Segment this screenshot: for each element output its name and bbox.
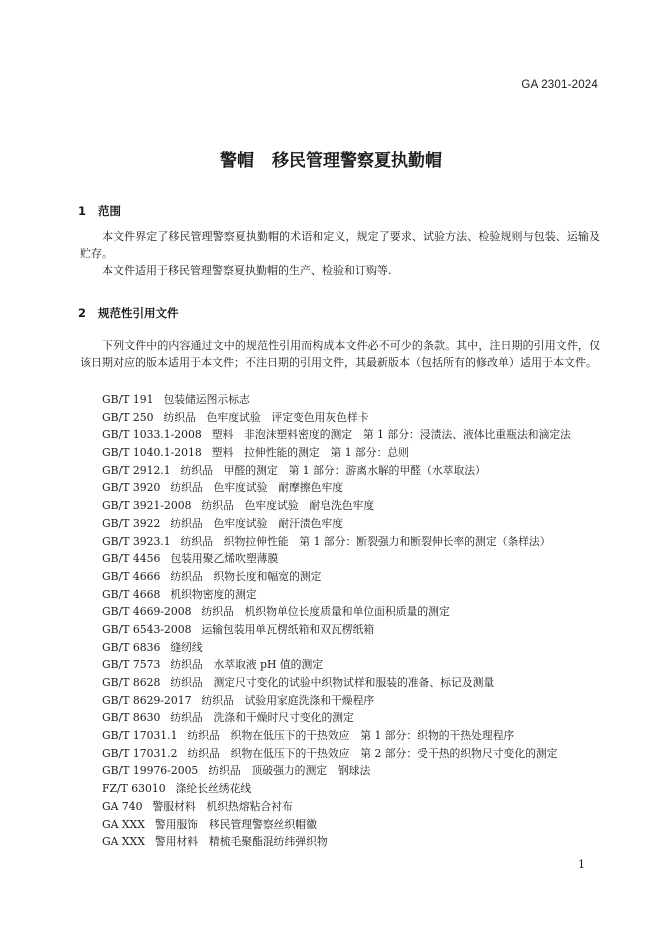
reference-item [102,391,571,409]
reference-item [102,462,571,480]
reference-title: 运输包装用单瓦楞纸箱和双瓦楞纸箱 [201,622,375,636]
reference-item [102,833,571,851]
reference-item [102,816,571,834]
reference-item [102,674,571,692]
reference-code: GA XXX [102,817,145,831]
reference-item [102,603,571,621]
page-number: 1 [578,858,585,871]
reference-code: FZ/T 63010 [102,782,166,796]
reference-item [102,727,571,745]
reference-title: 警用材料 精梳毛聚酯混纺纬弹织物 [154,835,328,849]
reference-title: 警服材料 机织热熔粘合衬布 [152,799,293,813]
reference-title: 机织物密度的测定 [170,587,257,601]
reference-title: 塑料 非泡沫塑料密度的测定 第 1 部分：浸渍法、液体比重瓶法和滴定法 [211,428,571,442]
reference-code: GB/T 250 [102,410,154,424]
reference-title: 纺织品 测定尺寸变化的试验中织物试样和服装的准备、标记及测量 [170,676,495,689]
reference-code: GB/T 8629-2017 [102,693,192,707]
reference-code: GB/T 4456 [102,552,161,566]
reference-item [102,586,571,604]
reference-item [102,709,571,727]
reference-item [102,798,571,816]
section-1-title: 范围 [98,204,121,218]
section-1-heading [78,203,121,219]
section-1-number: 1 [78,204,87,218]
reference-title: 包装用聚乙烯吹塑薄膜 [170,552,279,566]
scope-paragraph-2: 本文件适用于移民管理警察夏执勤帽的生产、检验和订购等. [102,264,392,277]
section-2-title: 规范性引用文件 [98,306,179,320]
reference-title: 纺织品 洗涤和干燥时尺寸变化的测定 [170,711,354,725]
reference-code: GB/T 4666 [102,569,161,583]
reference-code: GA XXX [102,835,145,849]
reference-item [102,426,571,444]
reference-title: 涤纶长丝绣花线 [175,782,252,796]
references-intro: 下列文件中的内容通过文中的规范性引用而构成本文件必不可少的条款。其中，注日期的引用文件，仅该日期对应的版本适用于本文件；不注日期的引用文件，其最新版本（包括所有的修改单）适用于本文件。 [80,339,600,369]
reference-code: GB/T 6836 [102,640,161,654]
reference-code: GB/T 2912.1 [102,463,171,477]
reference-code: GB/T 3921-2008 [102,499,192,513]
reference-title: 纺织品 织物长度和幅宽的测定 [170,569,322,583]
title-main: 警帽 [220,151,254,171]
reference-item [102,639,571,657]
reference-title: 纺织品 织物在低压下的干热效应 第 2 部分：受干热的织物尺寸变化的测定 [187,746,558,760]
reference-code: GB/T 8630 [102,711,161,725]
reference-code: GB/T 191 [102,393,154,406]
reference-title: 纺织品 机织物单位长度质量和单位面积质量的测定 [201,605,450,619]
reference-code: GB/T 1033.1-2008 [102,428,202,442]
reference-code: GB/T 7573 [102,658,161,672]
reference-item [102,762,571,780]
reference-title: 纺织品 顶破强力的测定 钢球法 [208,764,371,778]
reference-title: 缝纫线 [170,640,203,654]
reference-item [102,621,571,639]
reference-item [102,745,571,763]
scope-paragraph-1: 本文件界定了移民管理警察夏执勤帽的术语和定义，规定了要求、试验方法、检验规则与包装、运输及贮存。 [80,230,600,260]
reference-code: GB/T 4669-2008 [102,605,192,619]
section-2-number: 2 [78,306,87,320]
reference-item [102,444,571,462]
reference-title: 纺织品 织物在低压下的干热效应 第 1 部分：织物的干热处理程序 [187,729,515,743]
reference-code: GB/T 19976-2005 [102,764,199,778]
section-2-heading [78,305,179,321]
reference-title: 警用服饰 移民管理警察丝织帽徽 [154,817,317,831]
reference-code: GB/T 4668 [102,587,161,601]
reference-item [102,656,571,674]
reference-title: 纺织品 色牢度试验 耐皂洗色牢度 [201,499,375,513]
reference-code: GB/T 1040.1-2018 [102,446,202,460]
reference-item [102,692,571,710]
reference-code: GA 740 [102,799,143,813]
standard-id: GA 2301-2024 [521,79,598,91]
reference-code: GB/T 8628 [102,676,161,689]
reference-title: 纺织品 色牢度试验 评定变色用灰色样卡 [163,410,369,424]
reference-item [102,568,571,586]
reference-code: GB/T 3920 [102,481,161,495]
reference-item [102,533,571,551]
reference-item [102,550,571,568]
reference-title: 纺织品 水萃取液 pH 值的测定 [170,658,324,672]
reference-list [102,391,571,851]
reference-title: 塑料 拉伸性能的测定 第 1 部分：总则 [211,446,410,460]
reference-item [102,515,571,533]
reference-title: 纺织品 试验用家庭洗涤和干燥程序 [201,693,375,707]
reference-title: 纺织品 织物拉伸性能 第 1 部分：断裂强力和断裂伸长率的测定（条样法） [180,534,551,548]
reference-title: 纺织品 色牢度试验 耐汗渍色牢度 [170,516,344,530]
reference-code: GB/T 17031.2 [102,746,178,760]
reference-title: 纺织品 甲醛的测定 第 1 部分：游离水解的甲醛（水萃取法） [180,463,486,477]
reference-code: GB/T 3922 [102,516,161,530]
reference-item [102,409,571,427]
reference-item [102,780,571,798]
reference-title: 包装储运图示标志 [163,393,250,406]
reference-title: 纺织品 色牢度试验 耐摩擦色牢度 [170,481,344,495]
reference-code: GB/T 3923.1 [102,534,171,548]
document-title [0,146,662,171]
reference-item [102,479,571,497]
reference-code: GB/T 17031.1 [102,729,178,743]
reference-item [102,497,571,515]
title-sub: 移民管理警察夏执勤帽 [272,151,442,171]
reference-code: GB/T 6543-2008 [102,622,192,636]
